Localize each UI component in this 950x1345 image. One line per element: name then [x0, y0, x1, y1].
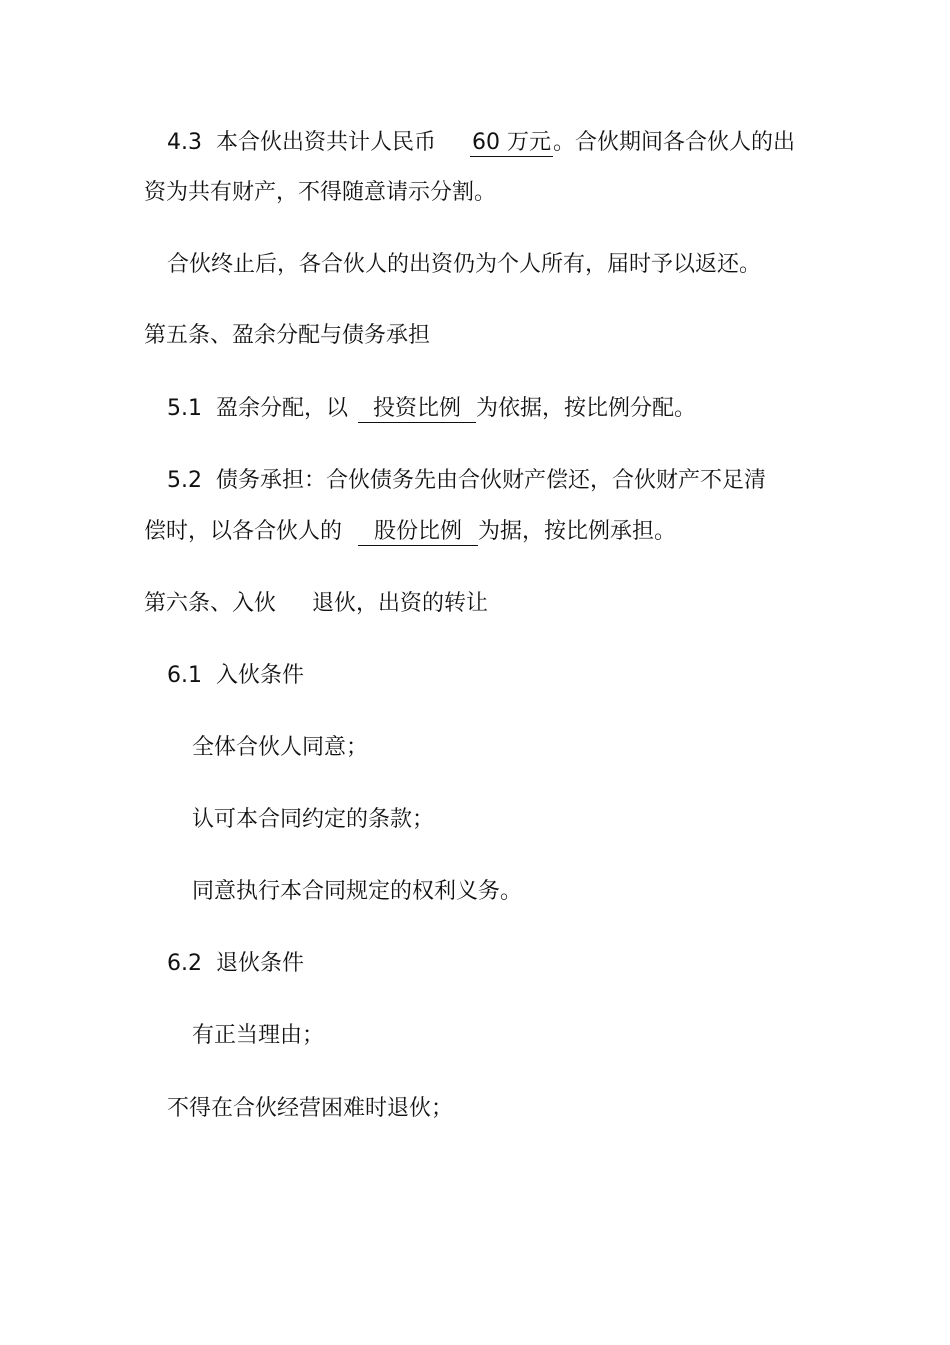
- exit-condition-item: 不得在合伙经营困难时退伙；: [167, 1096, 454, 1121]
- clause-6-1: [167, 661, 304, 691]
- clause-text: 偿时，以各合伙人的: [144, 519, 343, 544]
- clause-text: 为据，按比例承担。: [478, 519, 677, 544]
- clause-title: 退伙条件: [216, 951, 305, 976]
- clause-text: 债务承担：合伙债务先由合伙财产偿还，合伙财产不足清: [216, 468, 767, 493]
- clause-title: 入伙条件: [216, 663, 305, 688]
- profit-basis: 投资比例: [358, 396, 476, 423]
- exit-condition-item: 有正当理由；: [192, 1023, 325, 1048]
- heading-part: 退伙，出资的转让: [312, 591, 489, 616]
- clause-number: 5.2: [167, 468, 202, 493]
- clause-number: 5.1: [167, 396, 202, 421]
- clause-number: 6.1: [167, 663, 202, 688]
- join-condition-item: 同意执行本合同规定的权利义务。: [192, 879, 523, 904]
- clause-text: 。合伙期间各合伙人的出: [553, 130, 796, 155]
- clause-number: 6.2: [167, 951, 202, 976]
- contribution-amount: 60 万元: [472, 130, 552, 155]
- article-6-heading: [144, 589, 488, 619]
- clause-text: 本合伙出资共计人民币: [216, 130, 437, 155]
- debt-basis: 股份比例: [358, 519, 478, 546]
- clause-4-3-line-2: 资为共有财产，不得随意请示分割。: [144, 180, 497, 205]
- heading-part: 第六条、入伙: [144, 591, 277, 616]
- clause-4-3-paragraph-2: 合伙终止后，各合伙人的出资仍为个人所有，届时予以返还。: [167, 252, 762, 277]
- clause-5-2-line-1: [167, 466, 766, 496]
- clause-6-2: [167, 949, 304, 979]
- clause-text: 为依据，按比例分配。: [476, 396, 697, 421]
- join-condition-item: 认可本合同约定的条款；: [192, 807, 435, 832]
- article-5-heading: 第五条、盈余分配与债务承担: [144, 323, 431, 348]
- clause-4-3-line-1: [167, 128, 795, 158]
- clause-text: 盈余分配，以: [216, 396, 349, 421]
- clause-5-2-line-2: [144, 517, 676, 547]
- clause-5-1: [167, 394, 696, 424]
- join-condition-item: 全体合伙人同意；: [192, 735, 369, 760]
- clause-number: 4.3: [167, 130, 202, 155]
